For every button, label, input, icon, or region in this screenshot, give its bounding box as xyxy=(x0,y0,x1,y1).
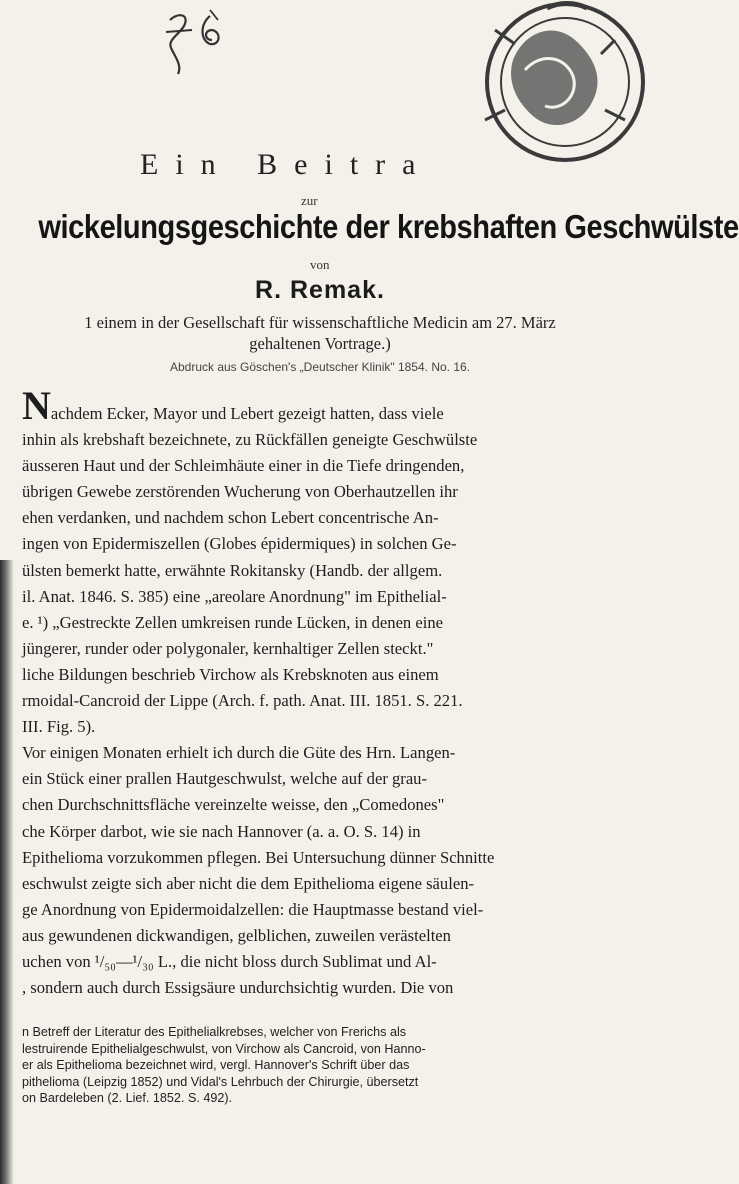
body-line: che Körper darbot, wie sie nach Hannover (a. a. O. S. 14) in xyxy=(22,821,421,841)
footnote-line: er als Epithelioma bezeichnet wird, vergl. Hannover's Schrift über das xyxy=(22,1058,410,1073)
subtitle-line-2: gehaltenen Vortrage.) xyxy=(249,334,391,353)
author-name: R. Remak. xyxy=(255,276,385,304)
body-line: ingen von Epidermiszellen (Globes épidermiques) in solchen Ge- xyxy=(22,534,457,554)
binding-shadow xyxy=(0,560,14,1184)
reprint-note: Abdruck aus Göschen's „Deutscher Klinik" 1854. No. 16. xyxy=(169,360,471,374)
body-line: äusseren Haut und der Schleimhäute einer in die Tiefe dringenden, xyxy=(22,456,465,476)
body-line: eschwulst zeigte sich aber nicht die dem Epithelioma eigene säulen- xyxy=(22,873,475,893)
body-line: aus gewundenen dickwandigen, gelblichen, zuweilen verästelten xyxy=(22,925,451,945)
body-line: übrigen Gewebe zerstörenden Wucherung von Oberhautzellen ihr xyxy=(22,482,458,502)
body-line: uchen von ¹/₅₀—¹/₃₀ L., die nicht bloss durch Sublimat und Al- xyxy=(22,951,437,971)
footnote-line: pithelioma (Leipzig 1852) und Vidal's Lehrbuch der Chirurgie, übersetzt xyxy=(22,1074,419,1089)
title-line-von: von xyxy=(310,257,330,272)
title-main: wickelungsgeschichte der krebshaften Geschwülste xyxy=(38,208,739,245)
body-line: , sondern auch durch Essigsäure undurchsichtig wurden. Die von xyxy=(22,978,454,998)
title-line-1: Ein Beitra xyxy=(140,148,433,181)
body-line: III. Fig. 5). xyxy=(22,717,96,737)
body-line: il. Anat. 1846. S. 385) eine „areolare Anordnung" im Epithelial- xyxy=(22,586,447,606)
footnote xyxy=(22,1024,634,1107)
body-line: ehen verdanken, und nachdem schon Lebert concentrische An- xyxy=(22,508,439,528)
body-line: ein Stück einer prallen Hautgeschwulst, welche auf der grau- xyxy=(22,769,428,789)
footnote-line: on Bardeleben (2. Lief. 1852. S. 492). xyxy=(22,1091,233,1106)
body-line: Vor einigen Monaten erhielt ich durch die Güte des Hrn. Langen- xyxy=(22,743,456,763)
body-line: jüngerer, runder oder polygonaler, kernhaltiger Zellen steckt." xyxy=(22,638,434,658)
title-line-2: zur xyxy=(301,193,318,208)
body-line: chen Durchschnittsfläche vereinzelte weisse, den „Comedones" xyxy=(22,795,445,815)
library-stamp-seal xyxy=(455,0,645,190)
drop-cap: N xyxy=(22,383,51,428)
subtitle xyxy=(0,312,640,354)
body-line: ülsten bemerkt hatte, erwähnte Rokitansky (Handb. der allgem. xyxy=(22,560,443,580)
body-line: Nachdem Ecker, Mayor und Lebert gezeigt hatten, dass viele xyxy=(22,383,444,428)
body-line: rmoidal-Cancroid der Lippe (Arch. f. path. Anat. III. 1851. S. 221. xyxy=(22,691,463,711)
subtitle-line-1: 1 einem in der Gesellschaft für wissenschaftliche Medicin am 27. März xyxy=(84,313,556,332)
handwritten-shelfmark xyxy=(148,6,238,76)
body-line: Epithelioma vorzukommen pflegen. Bei Untersuchung dünner Schnitte xyxy=(22,847,495,867)
footnote-line: n Betreff der Literatur des Epithelialkrebses, welcher von Frerichs als xyxy=(22,1025,407,1039)
footnote-line: lestruirende Epithelialgeschwulst, von Virchow als Cancroid, von Hanno- xyxy=(22,1041,426,1056)
body-line: ge Anordnung von Epidermoidalzellen: die Hauptmasse bestand viel- xyxy=(22,899,484,919)
body-line: e. ¹) „Gestreckte Zellen umkreisen runde Lücken, in denen eine xyxy=(22,612,444,632)
body-line: inhin als krebshaft bezeichnete, zu Rückfällen geneigte Geschwülste xyxy=(22,430,478,450)
body-text xyxy=(22,383,634,1001)
body-line: liche Bildungen beschrieb Virchow als Krebsknoten aus einem xyxy=(22,664,439,684)
